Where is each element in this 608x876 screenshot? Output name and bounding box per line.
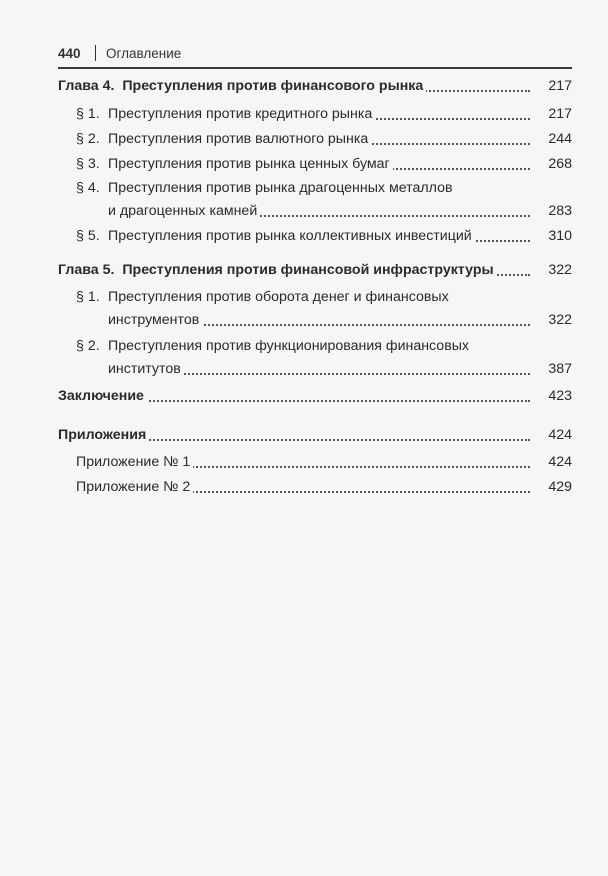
toc-section-4-1 [58, 102, 572, 126]
section-title: Преступления против рынка ценных бумаг [108, 152, 393, 176]
section-title-line1: Преступления против рынка драгоценных металлов [108, 180, 453, 196]
chapter-label: Глава 5. [58, 262, 115, 278]
page-number: 440 [58, 45, 81, 61]
section-label: § 4. [76, 180, 100, 196]
toc-page-number: 310 [530, 224, 572, 248]
section-title: и драгоценных камней [108, 199, 260, 223]
toc-conclusion [58, 384, 572, 408]
toc-page-number: 429 [530, 475, 572, 499]
toc-page-number: 322 [530, 258, 572, 282]
toc-section-4-4 [58, 176, 572, 200]
toc-page-number: 217 [530, 102, 572, 126]
toc-section-5-2 [58, 334, 572, 358]
toc-page-number: 283 [530, 199, 572, 223]
appendix-title: Приложение № 2 [76, 475, 193, 499]
section-title: инструментов [108, 308, 202, 332]
toc-section-4-3 [58, 152, 572, 176]
page-header [58, 40, 572, 66]
toc-section-4-5 [58, 224, 572, 248]
section-label: § 1. [76, 289, 100, 305]
toc-appendices [58, 423, 572, 447]
header-divider [95, 45, 97, 61]
toc-appendix-2 [58, 475, 572, 499]
toc-section-5-1-cont [58, 308, 572, 332]
section-label: § 3. [76, 156, 100, 172]
toc-page-number: 424 [530, 450, 572, 474]
toc-chapter-4 [58, 74, 572, 98]
section-label: § 5. [76, 228, 100, 244]
toc-page-number: 244 [530, 127, 572, 151]
chapter-label: Глава 4. [58, 78, 115, 94]
toc-section-4-2 [58, 127, 572, 151]
header-rule [58, 67, 572, 69]
section-title: Преступления против рынка коллективных инвестиций [108, 224, 475, 248]
chapter-title: Преступления против финансового рынка [122, 78, 424, 94]
toc-section-5-1 [58, 285, 572, 309]
toc-appendix-1 [58, 450, 572, 474]
toc-page-number: 217 [530, 74, 572, 98]
section-title: Преступления против валютного рынка [108, 127, 371, 151]
chapter-title: Заключение [58, 384, 147, 408]
section-label: § 2. [76, 131, 100, 147]
toc-section-5-2-cont [58, 357, 572, 381]
chapter-title: Приложения [58, 423, 149, 447]
section-title: Преступления против кредитного рынка [108, 102, 375, 126]
section-label: § 1. [76, 106, 100, 122]
toc-page-number: 322 [530, 308, 572, 332]
section-title: институтов [108, 357, 184, 381]
section-title-line1: Преступления против оборота денег и финансовых [108, 289, 449, 305]
toc-section-4-4-cont [58, 199, 572, 223]
toc-page-number: 387 [530, 357, 572, 381]
section-title-line1: Преступления против функционирования финансовых [108, 338, 470, 354]
running-title: Оглавление [106, 45, 182, 61]
chapter-title: Преступления против финансовой инфраструктуры [122, 262, 494, 278]
toc-page-number: 423 [530, 384, 572, 408]
toc-chapter-5 [58, 258, 572, 282]
toc-page-number: 424 [530, 423, 572, 447]
toc-page-number: 268 [530, 152, 572, 176]
appendix-title: Приложение № 1 [76, 450, 193, 474]
section-label: § 2. [76, 338, 100, 354]
